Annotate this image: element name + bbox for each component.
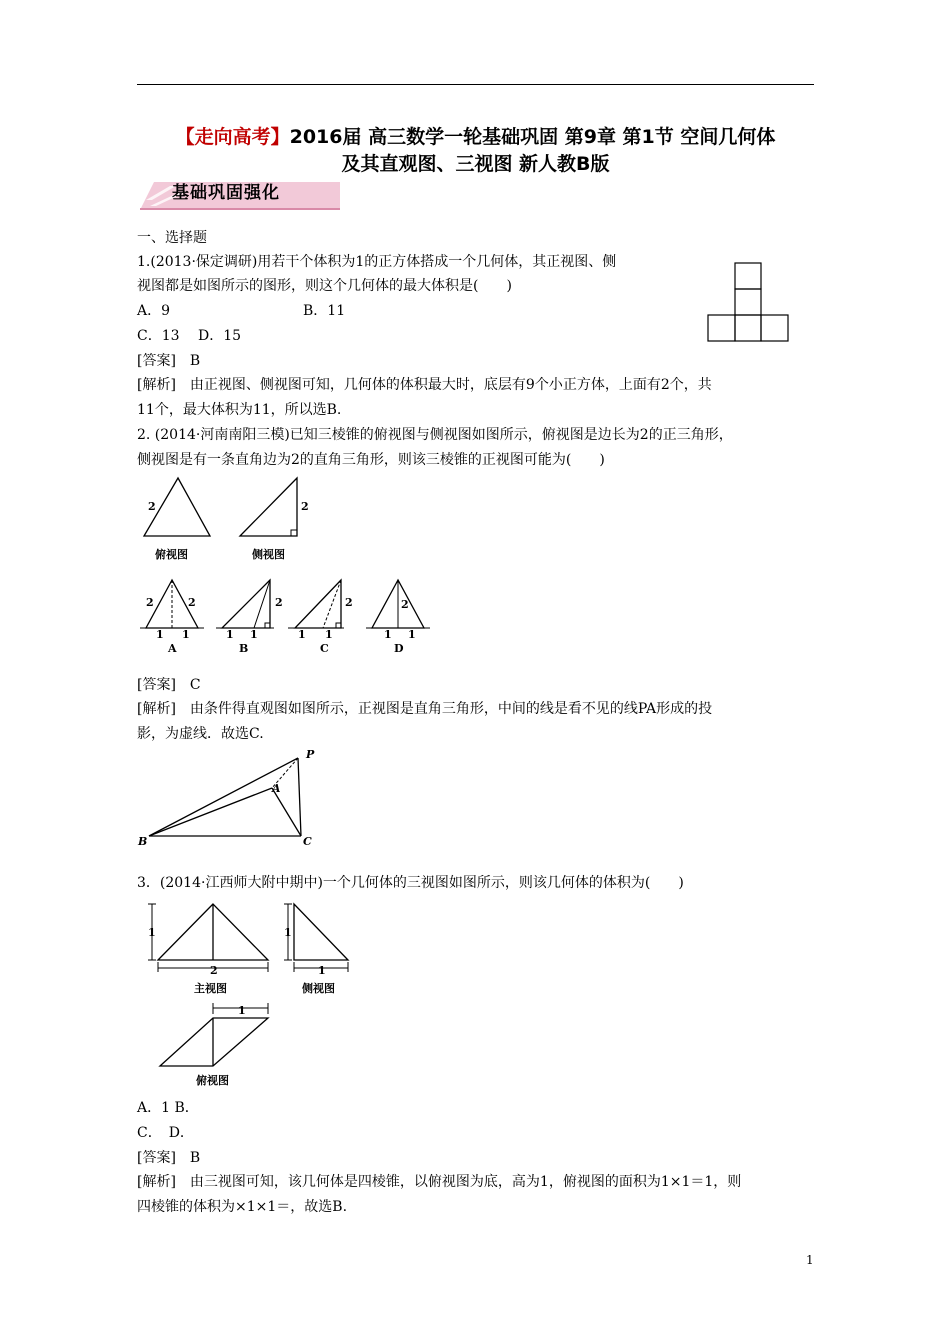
q2-choice-a-label: A <box>168 642 177 655</box>
q2-a-label-2-right: 2 <box>188 596 196 609</box>
q2-side-view-caption: 侧视图 <box>252 548 285 561</box>
q3-side-width-label: 1 <box>318 964 326 977</box>
q2-choice-d-label: D <box>394 642 404 655</box>
q3-analysis-line-1: [解析] 由三视图可知，该几何体是四棱锥，以俯视图为底，高为1，俯视图的面积为1×1＝1，则 <box>137 1174 742 1190</box>
title-rest: 2016届 高三数学一轮基础巩固 第9章 第1节 空间几何体 <box>289 126 776 148</box>
q2-b-label-1-left: 1 <box>226 628 234 641</box>
q3-top-width-label: 1 <box>238 1004 246 1017</box>
q2-c-label-1-left: 1 <box>298 628 306 641</box>
q3-options-cd: C． D． <box>137 1125 194 1141</box>
q1-view-figure <box>708 263 790 343</box>
q3-stem: 3．(2014·江西师大附中期中)一个几何体的三视图如图所示，则该几何体的体积为( ) <box>137 875 684 891</box>
q2-stem-line-2: 侧视图是有一条直角边为2的直角三角形，则该三棱锥的正视图可能为( ) <box>137 452 605 468</box>
q2-point-b: B <box>138 835 148 848</box>
q3-top-caption: 俯视图 <box>196 1074 229 1087</box>
q2-side-view-label-2: 2 <box>301 500 309 513</box>
title-bracket: 【走向高考】 <box>175 126 290 148</box>
q2-point-p: P <box>306 748 315 761</box>
q1-analysis-line-1: [解析] 由正视图、侧视图可知，几何体的体积最大时，底层有9个小正方体，上面有2个，共 <box>137 377 712 393</box>
q3-answer: [答案] B <box>137 1150 201 1166</box>
q2-solid-figure <box>136 748 321 848</box>
q3-front-height-label: 1 <box>148 926 156 939</box>
q2-c-label-1-right: 1 <box>325 628 333 641</box>
q2-analysis-line-1: [解析] 由条件得直观图如图所示，正视图是直角三角形，中间的线是看不见的线PA形成的投 <box>137 701 713 717</box>
q1-stem-line-2: 视图都是如图所示的图形，则这个几何体的最大体积是( ) <box>137 278 512 294</box>
q1-stem-line-1: 1.(2013·保定调研)用若干个体积为1的正方体搭成一个几何体，其正视图、侧 <box>137 254 617 270</box>
q2-b-label-2: 2 <box>275 596 283 609</box>
q2-point-a: A <box>272 782 281 795</box>
q2-choice-c-label: C <box>320 642 329 655</box>
q3-top-view <box>156 1000 276 1090</box>
q3-options-ab: A．1 B． <box>137 1100 199 1116</box>
q2-a-label-1-right: 1 <box>182 628 190 641</box>
q2-d-label-1-right: 1 <box>408 628 416 641</box>
q1-option-a: A．9 <box>137 303 171 319</box>
q2-c-label-2: 2 <box>345 596 353 609</box>
banner-title: 基础巩固强化 <box>172 183 280 203</box>
q1-options-cd: C．13 D．15 <box>137 328 242 344</box>
q1-analysis-line-2: 11个，最大体积为11，所以选B. <box>137 402 342 418</box>
q2-answer: [答案] C <box>137 677 201 693</box>
q3-front-width-label: 2 <box>210 964 218 977</box>
q3-front-side-views <box>144 900 364 998</box>
q2-d-label-1-left: 1 <box>384 628 392 641</box>
q2-top-view-label-2: 2 <box>148 500 156 513</box>
q2-choice-b-label: B <box>239 642 249 655</box>
header-rule <box>137 84 814 85</box>
q2-a-label-1-left: 1 <box>156 628 164 641</box>
q2-d-label-2: 2 <box>401 598 409 611</box>
q2-b-label-1-right: 1 <box>250 628 258 641</box>
q2-side-view-triangle <box>240 478 297 536</box>
title-line-2: 及其直观图、三视图 新人教B版 <box>341 153 610 175</box>
q1-option-b: B．11 <box>303 303 346 319</box>
q2-top-view-caption: 俯视图 <box>155 548 188 561</box>
q2-a-label-2-left: 2 <box>146 596 154 609</box>
q2-point-c: C <box>303 835 312 848</box>
q2-analysis-line-2: 影，为虚线．故选C. <box>137 726 264 742</box>
section-heading: 一、选择题 <box>137 230 207 246</box>
q3-front-caption: 主视图 <box>194 982 227 995</box>
q2-stem-line-1: 2. (2014·河南南阳三模)已知三棱锥的俯视图与侧视图如图所示，俯视图是边长为2的正三角形， <box>137 427 733 443</box>
q3-side-height-label: 1 <box>284 926 292 939</box>
q1-answer: [答案] B <box>137 353 201 369</box>
q3-analysis-line-2: 四棱锥的体积为×1×1＝，故选B. <box>137 1199 348 1215</box>
title-line-1 <box>137 122 814 149</box>
q2-given-views <box>140 474 320 566</box>
q3-side-caption: 侧视图 <box>302 982 335 995</box>
page-number: 1 <box>806 1253 814 1267</box>
q2-choice-views <box>140 578 440 656</box>
